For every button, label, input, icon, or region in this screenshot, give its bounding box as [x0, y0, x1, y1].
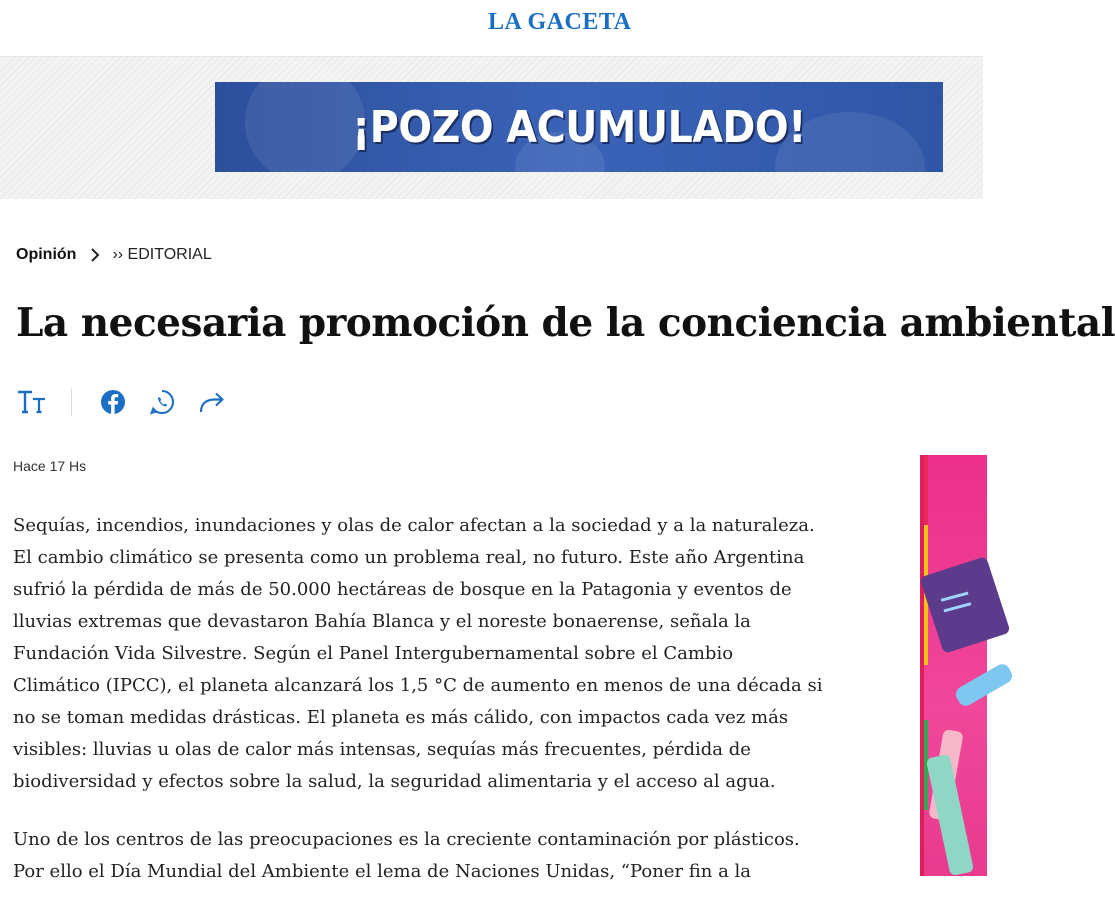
site-logo[interactable]: LA GACETA — [488, 9, 632, 35]
article-timestamp: Hace 17 Hs — [13, 458, 87, 474]
breadcrumb-section[interactable]: Opinión — [16, 246, 77, 263]
toolbar-divider — [71, 388, 72, 416]
breadcrumb-current[interactable]: ›› EDITORIAL — [112, 246, 212, 263]
ad-banner-text: ¡POZO ACUMULADO! — [352, 101, 806, 153]
facebook-icon[interactable] — [97, 386, 129, 418]
ad-product-image — [953, 661, 1015, 708]
side-ad[interactable] — [920, 455, 987, 876]
article-paragraph: Sequías, incendios, inundaciones y olas de calor afectan a la sociedad y a la naturaleza. El cambio climático se presenta como un problema real, no futuro. Este año Argentina sufrió la pérdida de más de 50.000 hectáreas de bosque en la Patagonia y eventos de lluvias extremas que devastaron Bahía Blanca y el noreste bonaerense, señala la Fundación Vida Silvestre. Según el Panel Intergubernamental sobre el Cambio Climático (IPCC), el planeta alcanzará los 1,5 °C de aumento en menos de una década si no se toman medidas drásticas. El planeta es más cálido, con impactos cada vez más visibles: lluvias u olas de calor más intensas, sequías más frecuentes, pérdida de biodiversidad y efectos sobre la salud, la seguridad alimentaria y el acceso al agua. — [13, 515, 823, 792]
site-header — [0, 0, 983, 57]
article-paragraph: Uno de los centros de las preocupaciones es la creciente contaminación por plásticos. Por ello el Día Mundial del Ambiente el lema de Naciones Unidas, “Poner fin a la — [13, 829, 800, 882]
article-body — [13, 510, 823, 914]
article-title: La necesaria promoción de la conciencia ambiental — [16, 300, 1115, 346]
breadcrumb — [16, 246, 212, 264]
share-icon[interactable] — [196, 386, 228, 418]
ad-strip — [0, 57, 983, 199]
chevron-right-icon — [90, 248, 100, 262]
ad-banner[interactable] — [215, 82, 943, 172]
text-size-icon[interactable] — [16, 386, 48, 418]
whatsapp-icon[interactable] — [146, 386, 178, 418]
